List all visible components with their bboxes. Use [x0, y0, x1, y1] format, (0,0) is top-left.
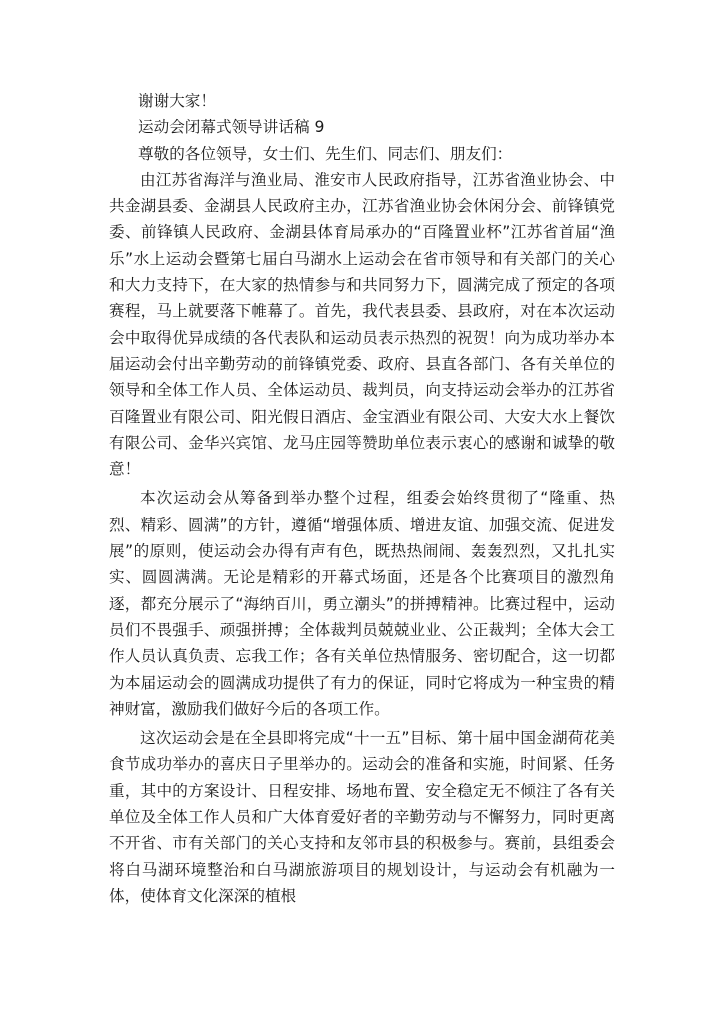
salutation: 尊敬的各位领导，女士们、先生们、同志们、朋友们： [138, 144, 513, 163]
speech-heading: 运动会闭幕式领导讲话稿 9 [138, 118, 325, 137]
paragraph-2: 本次运动会从筹备到举办整个过程，组委会始终贯彻了“隆重、热烈、精彩、圆满”的方针，遵循“增强体质、增进友谊、加强交流、促进发展”的原则，使运动会办得有声有色，既热热闹闹、轰轰烈烈，又扎扎实实、圆圆满满。无论是精彩的开幕式场面，还是各个比赛项目的激烈角逐，都充分展示了“海纳百川，勇立潮头”的拼搏精神。比赛过程中，运动员们不畏强手、顽强拼搏；全体裁判员兢兢业业、公正裁判；全体大会工作人员认真负责、忘我工作；各有关单位热情服务、密切配合，这一切都为本届运动会的圆满成功提供了有力的保证，同时它将成为一种宝贵的精神财富，激励我们做好今后的各项工作。 [109, 489, 615, 718]
thanks-line: 谢谢大家！ [138, 92, 216, 110]
paragraph-1: 由江苏省海洋与渔业局、淮安市人民政府指导，江苏省渔业协会、中共金湖县委、金湖县人民政府主办，江苏省渔业协会休闲分会、前锋镇党委、前锋镇人民政府、金湖县体育局承办的“百隆置业杯”江苏省首届“渔乐”水上运动会暨第七届白马湖水上运动会在省市领导和有关部门的关心和大力支持下，在大家的热情参与和共同努力下，圆满完成了预定的各项赛程，马上就要落下帷幕了。首先，我代表县委、县政府，对在本次运动会中取得优异成绩的各代表队和运动员表示热烈的祝贺！向为成功举办本届运动会付出辛勤劳动的前锋镇党委、政府、县直各部门、各有关单位的领导和全体工作人员、全体运动员、裁判员，向支持运动会举办的江苏省百隆置业有限公司、阳光假日酒店、金宝酒业有限公司、大安大水上餐饮有限公司、金华兴宾馆、龙马庄园等赞助单位表示衷心的感谢和诚挚的敬意！ [109, 170, 615, 479]
paragraph-3: 这次运动会是在全县即将完成“十一五”目标、第十届中国金湖荷花美食节成功举办的喜庆日子里举办的。运动会的准备和实施，时间紧、任务重，其中的方案设计、日程安排、场地布置、安全稳定无不倾注了各有关单位及全体工作人员和广大体育爱好者的辛勤劳动与不懈努力，同时更离不开省、市有关部门的关心支持和友邻市县的积极参与。赛前，县组委会将白马湖环境整治和白马湖旅游项目的规划设计，与运动会有机融为一体，使体育文化深深的植根 [109, 729, 615, 905]
document-body [109, 88, 615, 909]
